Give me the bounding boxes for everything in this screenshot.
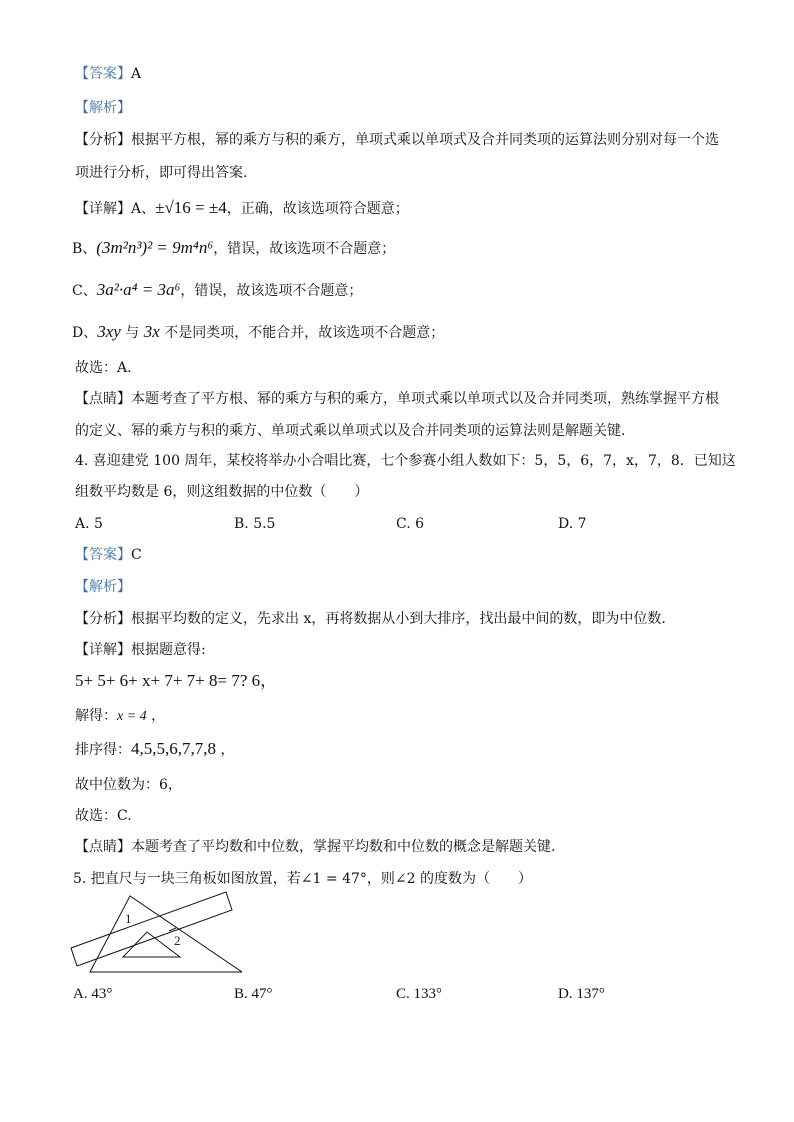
q3-detail-d (72, 322, 444, 343)
q3-fenxi-line1 (75, 130, 719, 150)
q3-detail-b (72, 238, 395, 259)
detail-c-prefix: C、 (72, 283, 97, 299)
fenxi-tag: 【分析】 (75, 611, 131, 627)
q3-fenxi-line2: 项进行分析，即可得出答案. (75, 165, 248, 181)
q5-option-d: D. 137° (558, 986, 605, 1002)
q5-option-b: B. 47° (234, 986, 273, 1002)
detail-text: 根据题意得: (131, 642, 206, 658)
comment-text: 本题考查了平方根、幂的乘方与积的乘方，单项式乘以单项式以及合并同类项，熟练掌握平方根 (131, 391, 719, 407)
detail-c-math: 3a²·a⁴ = 3a⁶ (96, 280, 181, 299)
q3-detail-a (75, 198, 409, 219)
figure-label-2: 2 (174, 933, 181, 948)
detail-a-text: ，正确，故该选项符合题意； (226, 201, 409, 217)
fenxi-text: 根据平方根，幂的乘方与积的乘方，单项式乘以单项式及合并同类项的运算法则分别对每一个选 (131, 132, 719, 148)
q3-answer-line (75, 64, 141, 84)
comment-text: 本题考查了平均数和中位数，掌握平均数和中位数的概念是解题关键. (131, 839, 556, 855)
detail-d-mid: 与 (125, 325, 140, 341)
q4-choose: 故选：C. (75, 808, 132, 824)
inner-triangle (123, 932, 180, 957)
fenxi-tag: 【分析】 (75, 132, 131, 148)
q5-stem: 5. 把直尺与一块三角板如图放置，若∠1 = 47°，则∠2 的度数为（ ） (73, 871, 532, 887)
fenxi-text: 根据平均数的定义，先求出 x，再将数据从小到大排序，找出最中间的数，即为中位数. (131, 611, 666, 627)
detail-b-text: ，错误，故该选项不合题意； (213, 241, 396, 257)
detail-tag: 【详解】 (75, 642, 131, 658)
detail-d-math1: 3xy (97, 322, 121, 341)
sort-math: 4,5,5,6,7,7,8 (131, 739, 216, 758)
answer-tag: 【答案】 (75, 547, 131, 563)
q4-stem-line1: 4. 喜迎建党 100 周年，某校将举办小合唱比赛，七个参赛小组人数如下：5，5，6，7，x，7，8．已知这 (75, 453, 736, 469)
ruler (71, 892, 232, 966)
answer-tag: 【答案】 (75, 66, 131, 82)
detail-d-math2: 3x (143, 322, 160, 341)
q3-choose: 故选：A. (75, 360, 132, 376)
detail-a-math: ±√16 = ±4 (155, 198, 227, 217)
q3-analysis-heading (75, 98, 131, 118)
comment-tag: 【点睛】 (75, 839, 131, 855)
solve-prefix: 解得： (75, 708, 117, 724)
analysis-tag: 【解析】 (75, 100, 131, 116)
ruler-triangle-figure (66, 890, 242, 980)
q4-sort (75, 739, 234, 760)
q5-option-c: C. 133° (396, 986, 443, 1002)
detail-b-math: (3m²n³)² = 9m⁴n⁶ (96, 238, 214, 257)
q3-detail-c (72, 280, 362, 301)
detail-d-prefix: D、 (72, 325, 98, 341)
q3-comment-line1 (75, 389, 719, 409)
q3-comment-line2: 的定义、幂的乘方与积的乘方、单项式乘以单项式以及合并同类项的运算法则是解题关键. (75, 423, 626, 439)
analysis-tag: 【解析】 (75, 579, 131, 595)
sort-prefix: 排序得： (75, 742, 131, 758)
q4-option-a: A. 5 (75, 516, 103, 532)
detail-d-text: 不是同类项，不能合并，故该选项不合题意； (164, 325, 445, 341)
q4-comment (75, 837, 555, 857)
sort-suffix: ， (220, 742, 235, 758)
answer-value: A (131, 66, 142, 82)
q4-analysis-heading (75, 577, 131, 597)
q4-stem-line2: 组数平均数是 6，则这组数据的中位数（ ） (75, 484, 369, 500)
detail-b-prefix: B、 (72, 241, 97, 257)
solve-math: x = 4 (117, 709, 147, 724)
q4-detail (75, 640, 206, 660)
q4-solve (75, 706, 165, 727)
q4-option-c: C. 6 (396, 516, 425, 532)
comment-tag: 【点睛】 (75, 391, 131, 407)
q5-option-a: A. 43° (73, 986, 113, 1002)
answer-value: C (131, 547, 142, 563)
q4-option-d: D. 7 (558, 516, 587, 532)
detail-c-text: ，错误，故该选项不合题意； (180, 283, 363, 299)
solve-suffix: ， (151, 708, 166, 724)
q4-equation: 5+ 5+ 6+ x+ 7+ 7+ 8= 7? 6， (75, 671, 278, 690)
q4-fenxi (75, 609, 666, 629)
detail-tag: 【详解】 (75, 201, 131, 217)
figure-label-1: 1 (125, 911, 132, 926)
detail-a-prefix: A、 (131, 201, 156, 217)
q4-answer-line (75, 545, 142, 565)
q4-median: 故中位数为：6， (75, 777, 182, 793)
q4-option-b: B. 5.5 (234, 516, 276, 532)
